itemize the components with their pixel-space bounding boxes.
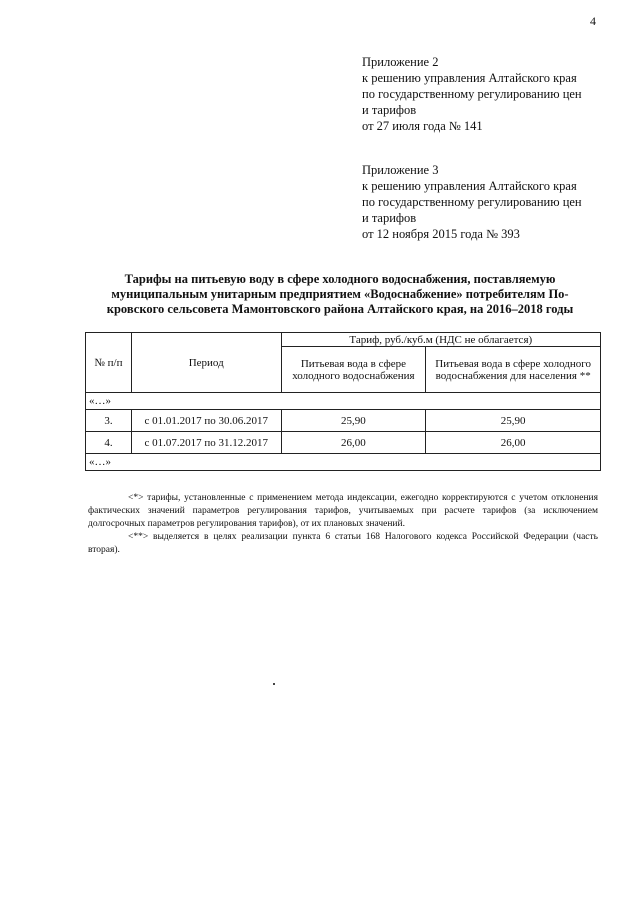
- row-period: с 01.07.2017 по 31.12.2017: [131, 432, 281, 454]
- row-number: 3.: [86, 410, 132, 432]
- footnote-2: <**> выделяется в целях реализации пункта 6 статьи 168 Налогового кодекса Российской Федерации (часть вторая).: [88, 532, 598, 555]
- row-period: с 01.01.2017 по 30.06.2017: [131, 410, 281, 432]
- appendix-3-line: к решению управления Алтайского края: [362, 179, 577, 193]
- row-tariff-a: 25,90: [281, 410, 426, 432]
- row-tariff-b: 25,90: [426, 410, 601, 432]
- document-title: [70, 272, 610, 317]
- appendix-2-line: от 27 июля года № 141: [362, 119, 483, 133]
- appendix-3-header: [362, 162, 582, 242]
- scan-speck: [273, 683, 275, 685]
- title-line: Тарифы на питьевую воду в сфере холодного водоснабжения, поставляемую: [124, 272, 556, 286]
- appendix-2-header: [362, 54, 582, 134]
- appendix-2-line: Приложение 2: [362, 55, 439, 69]
- footnotes: [88, 492, 598, 557]
- tariff-table: [85, 332, 601, 471]
- table-row: [86, 432, 601, 454]
- header-number: № п/п: [86, 333, 132, 393]
- header-period: Период: [131, 333, 281, 393]
- header-tariff-a: Питьевая вода в сфере холодного водоснабжения: [281, 347, 426, 393]
- header-tariff-b: Питьевая вода в сфере холодного водоснабжения для населения **: [426, 347, 601, 393]
- title-line: кровского сельсовета Мамонтовского района Алтайского края, на 2016–2018 годы: [106, 302, 574, 316]
- footnote-1: <*> тарифы, установленные с применением метода индексации, ежегодно корректируются с учетом отклонения фактических значений параметров регулирования тарифов, учитываемых при расчете тарифов (за исключением долгосрочных параметров регулирования тарифов), от их плановых значений.: [88, 493, 598, 529]
- appendix-3-line: Приложение 3: [362, 163, 439, 177]
- appendix-2-line: и тарифов: [362, 103, 417, 117]
- ellipsis-row-bottom: «…»: [86, 454, 601, 471]
- appendix-3-line: и тарифов: [362, 211, 417, 225]
- appendix-2-line: к решению управления Алтайского края: [362, 71, 577, 85]
- row-number: 4.: [86, 432, 132, 454]
- ellipsis-row-top: «…»: [86, 393, 601, 410]
- appendix-3-line: по государственному регулированию цен: [362, 195, 582, 209]
- row-tariff-a: 26,00: [281, 432, 426, 454]
- appendix-2-line: по государственному регулированию цен: [362, 87, 582, 101]
- header-tariff-group: Тариф, руб./куб.м (НДС не облагается): [281, 333, 600, 347]
- page-number: 4: [590, 14, 596, 28]
- row-tariff-b: 26,00: [426, 432, 601, 454]
- appendix-3-line: от 12 ноября 2015 года № 393: [362, 227, 520, 241]
- title-line: муниципальным унитарным предприятием «Водоснабжение» потребителям По-: [111, 287, 569, 301]
- table-row: [86, 410, 601, 432]
